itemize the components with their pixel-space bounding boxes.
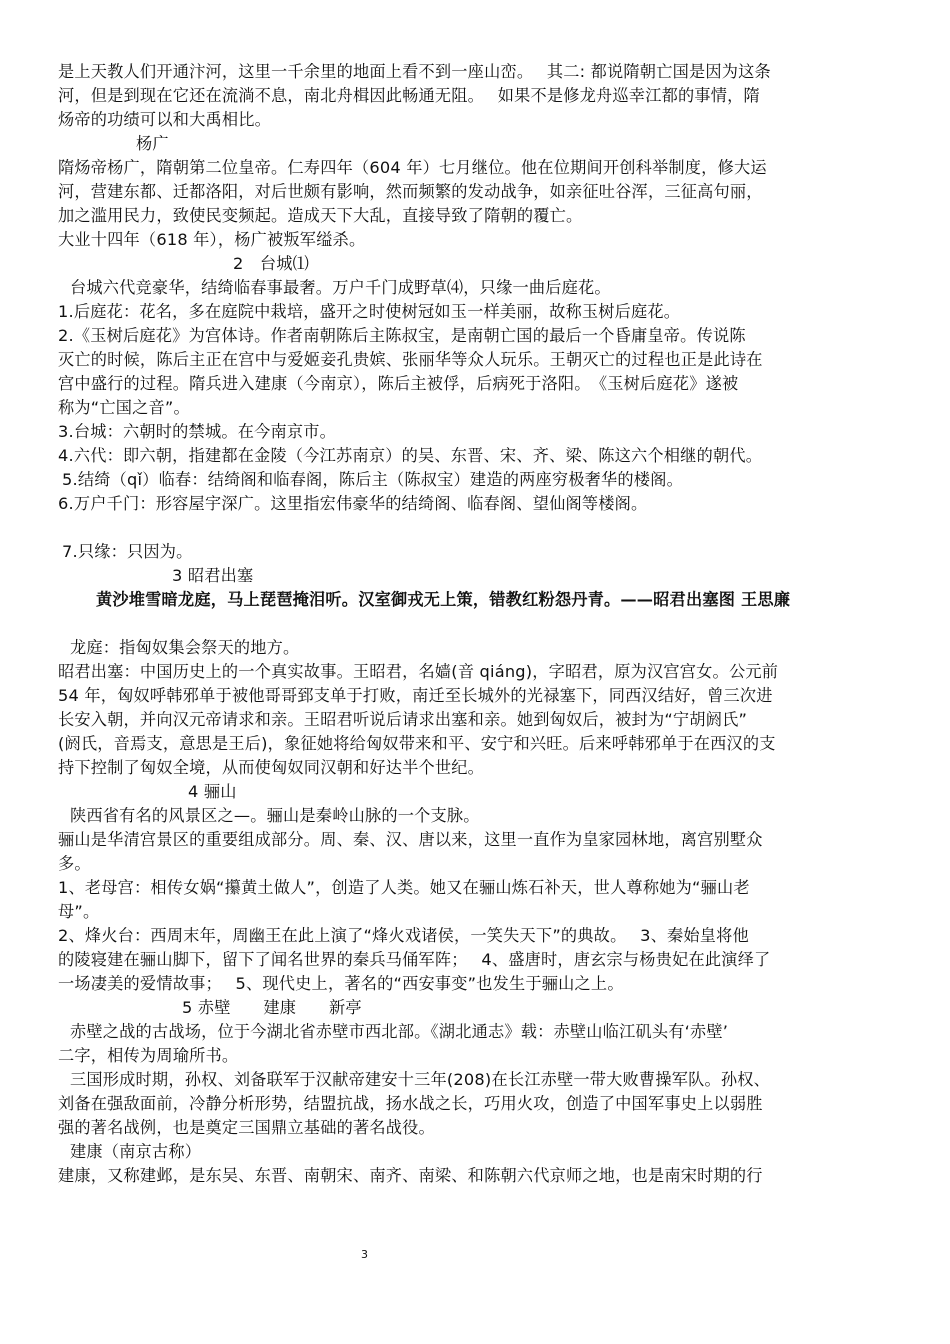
section-heading-chibi: 5 赤壁 建康 新亭 [182,998,362,1017]
text-line: 是上天教人们开通汴河，这里一千余里的地面上看不到一座山峦。 其二: 都说隋朝亡国是因为这条 [58,62,771,81]
text-line: 强的著名战例，也是奠定三国鼎立基础的著名战役。 [58,1118,435,1137]
text-line: 骊山是华清宫景区的重要组成部分。周、秦、汉、唐以来，这里一直作为皇家园林地，离宫别墅众 [58,830,763,849]
text-line: 大业十四年（618 年），杨广被叛军缢杀。 [58,230,366,249]
text-line: 长安入朝，并向汉元帝请求和亲。王昭君听说后请求出塞和亲。她到匈奴后，被封为“宁胡阏氏” [58,710,748,729]
text-line: 54 年，匈奴呼韩邪单于被他哥哥郅支单于打败，南迁至长城外的光禄塞下，同西汉结好，曾三次进 [58,686,773,705]
blank-line [58,612,900,636]
note-line: 宫中盛行的过程。隋兵进入建康（今南京），陈后主被俘，后病死于洛阳。 《玉树后庭花》遂被 [58,374,739,393]
note-line: 龙庭：指匈奴集会祭天的地方。 [70,638,300,657]
text-line: 加之滥用民力，致使民变频起。造成天下大乱，直接导致了隋朝的覆亡。 [58,206,583,225]
text-line: 1、老母宫：相传女娲“攥黄土做人”，创造了人类。她又在骊山炼石补天，世人尊称她为“骊山老 [58,878,750,897]
note-line: 7.只缘：只因为。 [62,542,193,561]
text-line: 河，但是到现在它还在流淌不息，南北舟楫因此畅通无阻。 如果不是修龙舟巡幸江都的事情，隋 [58,86,760,105]
text-line: 二字，相传为周瑜所书。 [58,1046,239,1065]
text-line: 建康，又称建邺，是东吴、东晋、南朝宋、南齐、南梁、和陈朝六代京师之地，也是南宋时期的行 [58,1166,763,1185]
text-line: 的陵寝建在骊山脚下，留下了闻名世界的秦兵马俑军阵； 4、盛唐时，唐玄宗与杨贵妃在此演绎了 [58,950,771,969]
blank-line [58,516,900,540]
section-heading-zhaojun: 3 昭君出塞 [172,566,254,585]
text-line: 昭君出塞：中国历史上的一个真实故事。王昭君，名嫱(音 qiáng)，字昭君，原为汉宫宫女。公元前 [58,662,779,681]
text-line: 陕西省有名的风景区之—。骊山是秦岭山脉的一个支脉。 [70,806,480,825]
text-line: 河，营建东都、迁都洛阳，对后世颇有影响，然而频繁的发动战争，如亲征吐谷浑，三征高句丽， [58,182,763,201]
text-line: 持下控制了匈奴全境，从而使匈奴同汉朝和好达半个世纪。 [58,758,485,777]
note-line: 4.六代：即六朝，指建都在金陵（今江苏南京）的吴、东晋、宋、齐、梁、陈这六个相继的朝代。 [58,446,763,465]
note-line: 灭亡的时候，陈后主正在宫中与爱姬妾孔贵嫔、张丽华等众人玩乐。王朝灭亡的过程也正是此诗在 [58,350,763,369]
text-line: 炀帝的功绩可以和大禹相比。 [58,110,272,129]
text-line: 一场凄美的爱情故事； 5、现代史上，著名的“西安事变”也发生于骊山之上。 [58,974,624,993]
section-heading-jiankang: 建康（南京古称） [70,1142,202,1161]
note-line: 2.《玉树后庭花》为宫体诗。作者南朝陈后主陈叔宝，是南朝亡国的最后一个昏庸皇帝。传说陈 [58,326,746,345]
text-line: 刘备在强敌面前，冷静分析形势，结盟抗战，扬水战之长，巧用火攻，创造了中国军事史上以弱胜 [58,1094,763,1113]
document-page [58,60,900,1188]
text-line: 2、烽火台：西周末年，周幽王在此上演了“烽火戏诸侯，一笑失天下”的典故。 3、秦始皇将他 [58,926,749,945]
text-line: 隋炀帝杨广，隋朝第二位皇帝。仁寿四年（604 年）七月继位。他在位期间开创科举制度，修大运 [58,158,767,177]
text-line: 三国形成时期，孙权、刘备联军于汉献帝建安十三年(208)在长江赤壁一带大败曹操军队。孙权、 [70,1070,771,1089]
poem-line: 黄沙堆雪暗龙庭，马上琵琶掩泪听。汉室御戎无上策，错教红粉怨丹青。——昭君出塞图 王思廉 [96,590,791,609]
page-number: 3 [361,1248,368,1261]
section-heading-taicheng: 2 台城⑴ [233,254,310,273]
note-line: 6.万户千门：形容屋宇深广。这里指宏伟豪华的结绮阁、临春阁、望仙阁等楼阁。 [58,494,648,513]
section-heading-yangguang: 杨广 [136,134,169,153]
text-line: (阏氏，音焉支，意思是王后)，象征她将给匈奴带来和平、安宁和兴旺。后来呼韩邪单于在西汉的支 [58,734,776,753]
note-line: 3.台城：六朝时的禁城。在今南京市。 [58,422,337,441]
poem-line: 台城六代竞豪华，结绮临春事最奢。万户千门成野草⑷，只缘一曲后庭花。 [70,278,611,297]
text-line: 母”。 [58,902,100,921]
note-line: 1.后庭花：花名，多在庭院中栽培，盛开之时使树冠如玉一样美丽，故称玉树后庭花。 [58,302,681,321]
section-heading-lishan: 4 骊山 [188,782,237,801]
text-line: 多。 [58,854,91,873]
note-line: 称为“亡国之音”。 [58,398,190,417]
text-line: 赤壁之战的古战场，位于今湖北省赤壁市西北部。《湖北通志》载：赤壁山临江矶头有‘赤壁’ [70,1022,729,1041]
note-line: 5.结绮（qǐ）临春：结绮阁和临春阁，陈后主（陈叔宝）建造的两座穷极奢华的楼阁。 [62,470,683,489]
